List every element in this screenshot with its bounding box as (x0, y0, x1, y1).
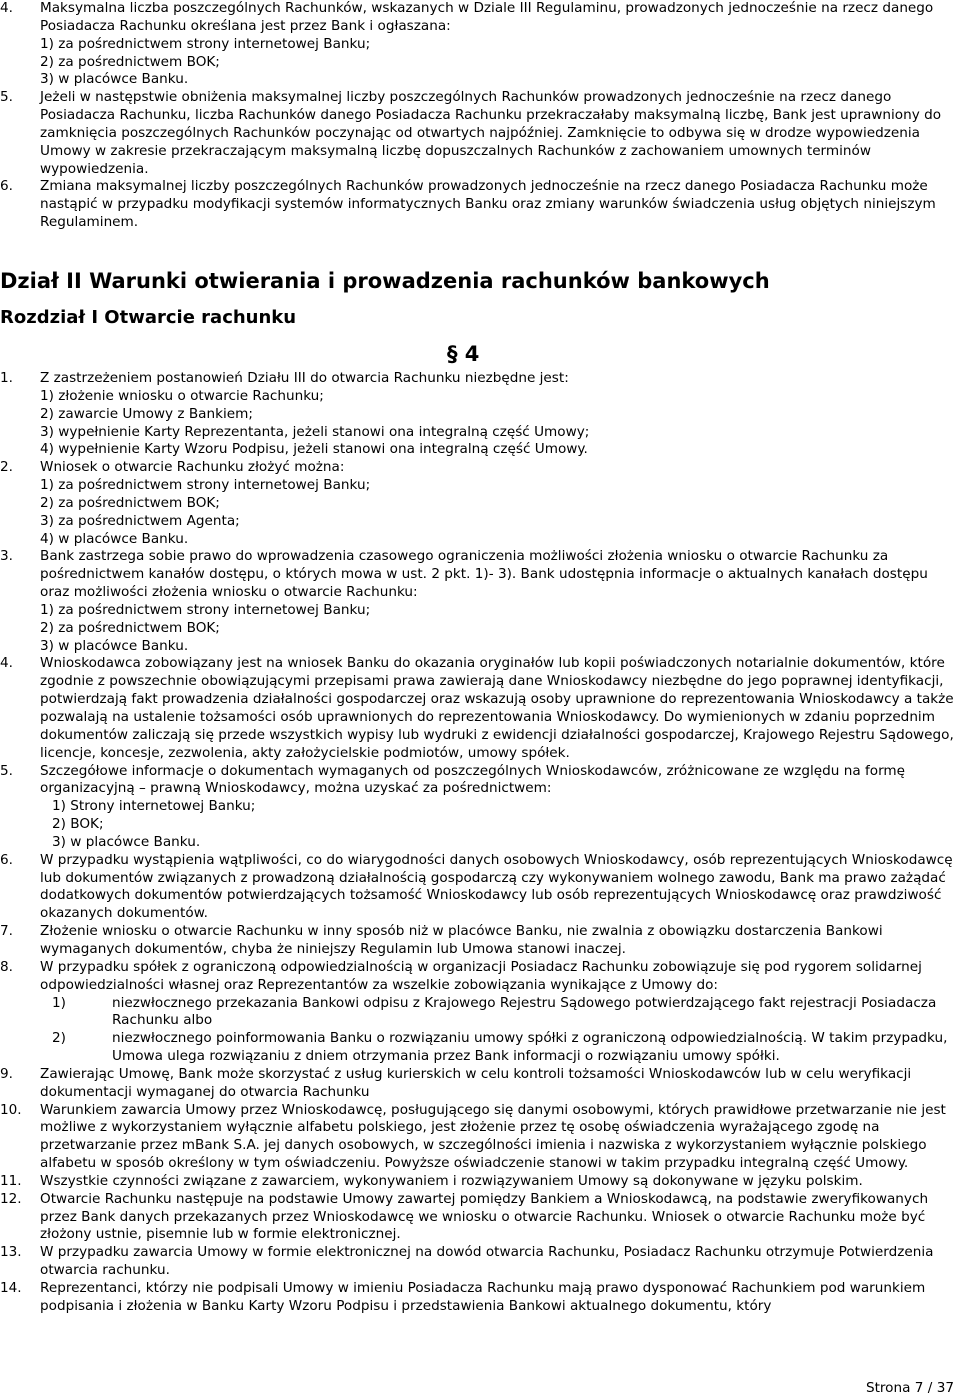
page-footer (866, 1380, 954, 1397)
item-number: 2. (0, 459, 13, 476)
list-item (0, 1173, 960, 1191)
item-number: 14. (0, 1280, 22, 1296)
sub-item: 3) w placówce Banku. (40, 637, 189, 654)
item-number: 6. (0, 178, 13, 195)
item-number: 13. (0, 1244, 22, 1261)
item-text: Wnioskodawca zobowiązany jest na wniosek Banku do okazania oryginałów lub kopii poświadczonych notarialnie dokumentów, które zgodnie z powszechnie obowiązującymi przepisami prawa zawierają dane Wnioskodawcy niezbędne do jego poprawnej identyfikacji, potwierdzają fakt prowadzenia działalności gospodarczej oraz wskazują osoby uprawnione do reprezentowania Wnioskodawcy a także pozwalają na ustalenie tożsamości osób uprawnionych do reprezentowania Wnioskodawcy. Do wymienionych w zdaniu poprzednim dokumentów zaliczają się przede wszystkich wypisy lub wydruki z ewidencji działalności gospodarczej, Krajowego Rejestru Sądowego, licencje, koncesje, zezwolenia, akty założycielskie podmiotów, umowy spółek. (40, 655, 954, 761)
item-text: Maksymalna liczba poszczególnych Rachunków, wskazanych w Dziale III Regulaminu, prowadzonych jednocześnie na rzecz danego Posiadacza Rachunku określana jest przez Bank i ogłaszana: (40, 0, 934, 34)
sub-item (40, 995, 960, 1031)
list-item (0, 763, 960, 852)
sub-item: 4) wypełnienie Karty Wzoru Podpisu, jeżeli stanowi ona integralną część Umowy. (40, 441, 588, 458)
item-text: W przypadku zawarcia Umowy w formie elektronicznej na dowód otwarcia Rachunku, Posiadacz Rachunku otrzymuje Potwierdzenia otwarcia rachunku. (40, 1244, 934, 1279)
sub-item: 1) za pośrednictwem strony internetowej Banku; (40, 35, 371, 52)
list-item (0, 89, 960, 178)
sub-item: 2) za pośrednictwem BOK; (40, 494, 220, 511)
section-title: Dział II Warunki otwierania i prowadzenia rachunków bankowych (0, 268, 770, 293)
page-current: 7 (914, 1380, 924, 1396)
list-item (0, 0, 960, 89)
list-item (0, 655, 960, 762)
list-item (0, 923, 960, 959)
sub-item-text: niezwłocznego poinformowania Banku o rozwiązaniu umowy spółki z ograniczoną odpowiedzialnością. W takim przypadku, Umowa ulega rozwiązaniu z dniem otrzymania przez Bank informacji o rozwiązaniu umowy spółki. (112, 1030, 948, 1065)
paragraph-sign: § 4 (447, 341, 480, 366)
item-text: W przypadku wystąpienia wątpliwości, co do wiarygodności danych osobowych Wnioskodawcy, osób reprezentujących Wnioskodawcę lub dokumentów związanych z prowadzoną działalnością gospodarczą czy wykonywaniem wolnego zawodu, Bank ma prawo zażądać dodatkowych dokumentów potwierdzających tożsamość Wnioskodawcy lub osób reprezentujących Wnioskodawcę oraz prawdziwość okazanych dokumentów. (40, 851, 953, 922)
item-number: 8. (0, 958, 13, 975)
sub-item: 2) BOK; (52, 816, 104, 833)
list-item (0, 1066, 960, 1102)
item-text: Reprezentanci, którzy nie podpisali Umowy w imieniu Posiadacza Rachunku mają prawo dysponować Rachunkiem pod warunkiem podpisania i złożenia w Banku Karty Wzoru Podpisu i przedstawienia Bankowi aktualnego dokumentu, który (40, 1280, 926, 1314)
sub-item: 1) za pośrednictwem strony internetowej Banku; (40, 601, 371, 618)
sub-item-number: 2) (52, 1030, 66, 1047)
item-text: Z zastrzeżeniem postanowień Działu III do otwarcia Rachunku niezbędne jest: (40, 369, 569, 386)
list-item (0, 1280, 960, 1316)
item-number: 12. (0, 1190, 22, 1207)
item-number: 11. (0, 1172, 22, 1189)
item-number: 4. (0, 0, 13, 16)
list-item (0, 1102, 960, 1173)
item-text: Zawierając Umowę, Bank może skorzystać z usług kurierskich w celu kontroli tożsamości Wnioskodawców lub w celu weryfikacji dokumentacji wymaganej do otwarcia Rachunku (40, 1065, 912, 1100)
item-number: 9. (0, 1065, 13, 1082)
list-item (0, 548, 960, 655)
item-text: W przypadku spółek z ograniczoną odpowiedzialnością w organizacji Posiadacz Rachunku zobowiązuje się pod rygorem solidarnej odpowiedzialności własnej oraz Reprezentantów za wszelkie zobowiązania wynikające z Umowy do: (40, 958, 922, 993)
paragraph-sign-row (0, 330, 960, 370)
sub-item: 2) za pośrednictwem BOK; (40, 53, 220, 70)
sub-item: 3) w placówce Banku. (52, 833, 201, 850)
page-label: Strona (865, 1380, 911, 1396)
item-text: Szczegółowe informacje o dokumentach wymaganych od poszczególnych Wnioskodawców, zróżnicowane ze względu na formę organizacyjną – prawną Wnioskodawcy, można uzyskać za pośrednictwem: (40, 762, 906, 797)
item-number: 5. (0, 762, 13, 779)
main-items-list (0, 370, 960, 1316)
sub-item: 1) Strony internetowej Banku; (52, 798, 256, 815)
item-number: 3. (0, 548, 13, 565)
sub-item-text: niezwłocznego przekazania Bankowi odpisu z Krajowego Rejestru Sądowego potwierdzającego fakt rejestracji Posiadacza Rachunku albo (112, 994, 937, 1029)
list-item (0, 959, 960, 1066)
intro-section (0, 0, 960, 232)
item-text: Bank zastrzega sobie prawo do wprowadzenia czasowego ograniczenia możliwości złożenia wniosku o otwarcie Rachunku za pośrednictwem kanałów dostępu, o których mowa w ust. 2 pkt. 1)- 3). Bank udostępnia informacje o aktualnych kanałach dostępu oraz możliwości złożenia wniosku o otwarcie Rachunku: (40, 548, 928, 601)
item-number: 4. (0, 655, 13, 672)
item-text: Otwarcie Rachunku następuje na podstawie Umowy zawartej pomiędzy Bankiem a Wnioskodawcą, na podstawie zweryfikowanych przez Bank danych przekazanych przez Wnioskodawcę we wniosku o otwarcie Rachunku. Wniosek o otwarcie Rachunku może być złożony ustnie, pisemnie lub w formie elektronicznej. (40, 1190, 929, 1243)
sub-item: 4) w placówce Banku. (40, 530, 189, 547)
page-sep: / (927, 1380, 933, 1396)
sub-item: 2) zawarcie Umowy z Bankiem; (40, 405, 253, 422)
sub-item: 2) za pośrednictwem BOK; (40, 619, 220, 636)
list-item (0, 1191, 960, 1245)
list-item (0, 1244, 960, 1280)
item-number: 1. (0, 369, 13, 386)
page-total: 37 (936, 1380, 954, 1396)
item-text: Zmiana maksymalnej liczby poszczególnych Rachunków prowadzonych jednocześnie na rzecz danego Posiadacza Rachunku może nastąpić w przypadku modyfikacji systemów informatycznych Banku oraz zmiany warunków świadczenia usług objętych niniejszym Regulaminem. (40, 178, 936, 231)
item-text: Jeżeli w następstwie obniżenia maksymalnej liczby poszczególnych Rachunków prowadzonych jednocześnie na rzecz danego Posiadacza Rachunku, liczba Rachunków danego Posiadacza Rachunku przekraczałaby maksymalną liczbę, Bank jest uprawniony do zamknięcia poszczególnych Rachunków poczynając od otwartych najpóźniej. Zamknięcie to odbywa się w drodze wypowiedzenia Umowy w zakresie przekraczającym maksymalną liczbę dopuszczalnych Rachunków z zachowaniem umownych terminów wypowiedzenia. (40, 89, 942, 177)
item-text: Wszystkie czynności związane z zawarciem, wykonywaniem i rozwiązywaniem Umowy są dokonywane w języku polskim. (40, 1172, 863, 1189)
sub-item: 1) za pośrednictwem strony internetowej Banku; (40, 477, 371, 494)
item-text: Warunkiem zawarcia Umowy przez Wnioskodawcę, posługującego się danymi osobowymi, których prawidłowe przetwarzanie nie jest możliwe z wykorzystaniem wyłącznie alfabetu polskiego, jest złożenie przez tę osobę oświadczenia wyrażającego zgodę na przetwarzanie przez mBank S.A. jej danych osobowych, w szczególności imienia i nazwiska z wykorzystaniem wyłącznie polskiego alfabetu w sposób określony w tym oświadczeniu. Powyższe oświadczenie stanowi w takim przypadku integralną część Umowy. (40, 1101, 946, 1172)
chapter-title: Rozdział I Otwarcie rachunku (0, 306, 297, 328)
list-item (0, 852, 960, 923)
item-text: Złożenie wniosku o otwarcie Rachunku w inny sposób niż w placówce Banku, nie zwalnia z obowiązku dostarczenia Bankowi wymaganych dokumentów, chyba że niniejszy Regulamin lub Umowa stanowi inaczej. (40, 923, 883, 957)
list-item (0, 178, 960, 232)
item-text: Wniosek o otwarcie Rachunku złożyć można: (40, 459, 345, 476)
item-number: 5. (0, 89, 13, 106)
sub-item: 1) złożenie wniosku o otwarcie Rachunku; (40, 387, 324, 404)
item-number: 10. (0, 1101, 22, 1118)
sub-item (40, 1030, 960, 1066)
list-item (0, 370, 960, 459)
item-number: 7. (0, 923, 13, 940)
sub-item-number: 1) (52, 994, 66, 1011)
sub-item: 3) w placówce Banku. (40, 71, 189, 88)
sub-item: 3) wypełnienie Karty Reprezentanta, jeżeli stanowi ona integralną część Umowy; (40, 423, 590, 440)
sub-item: 3) za pośrednictwem Agenta; (40, 512, 240, 529)
item-number: 6. (0, 851, 13, 868)
list-item (0, 459, 960, 548)
